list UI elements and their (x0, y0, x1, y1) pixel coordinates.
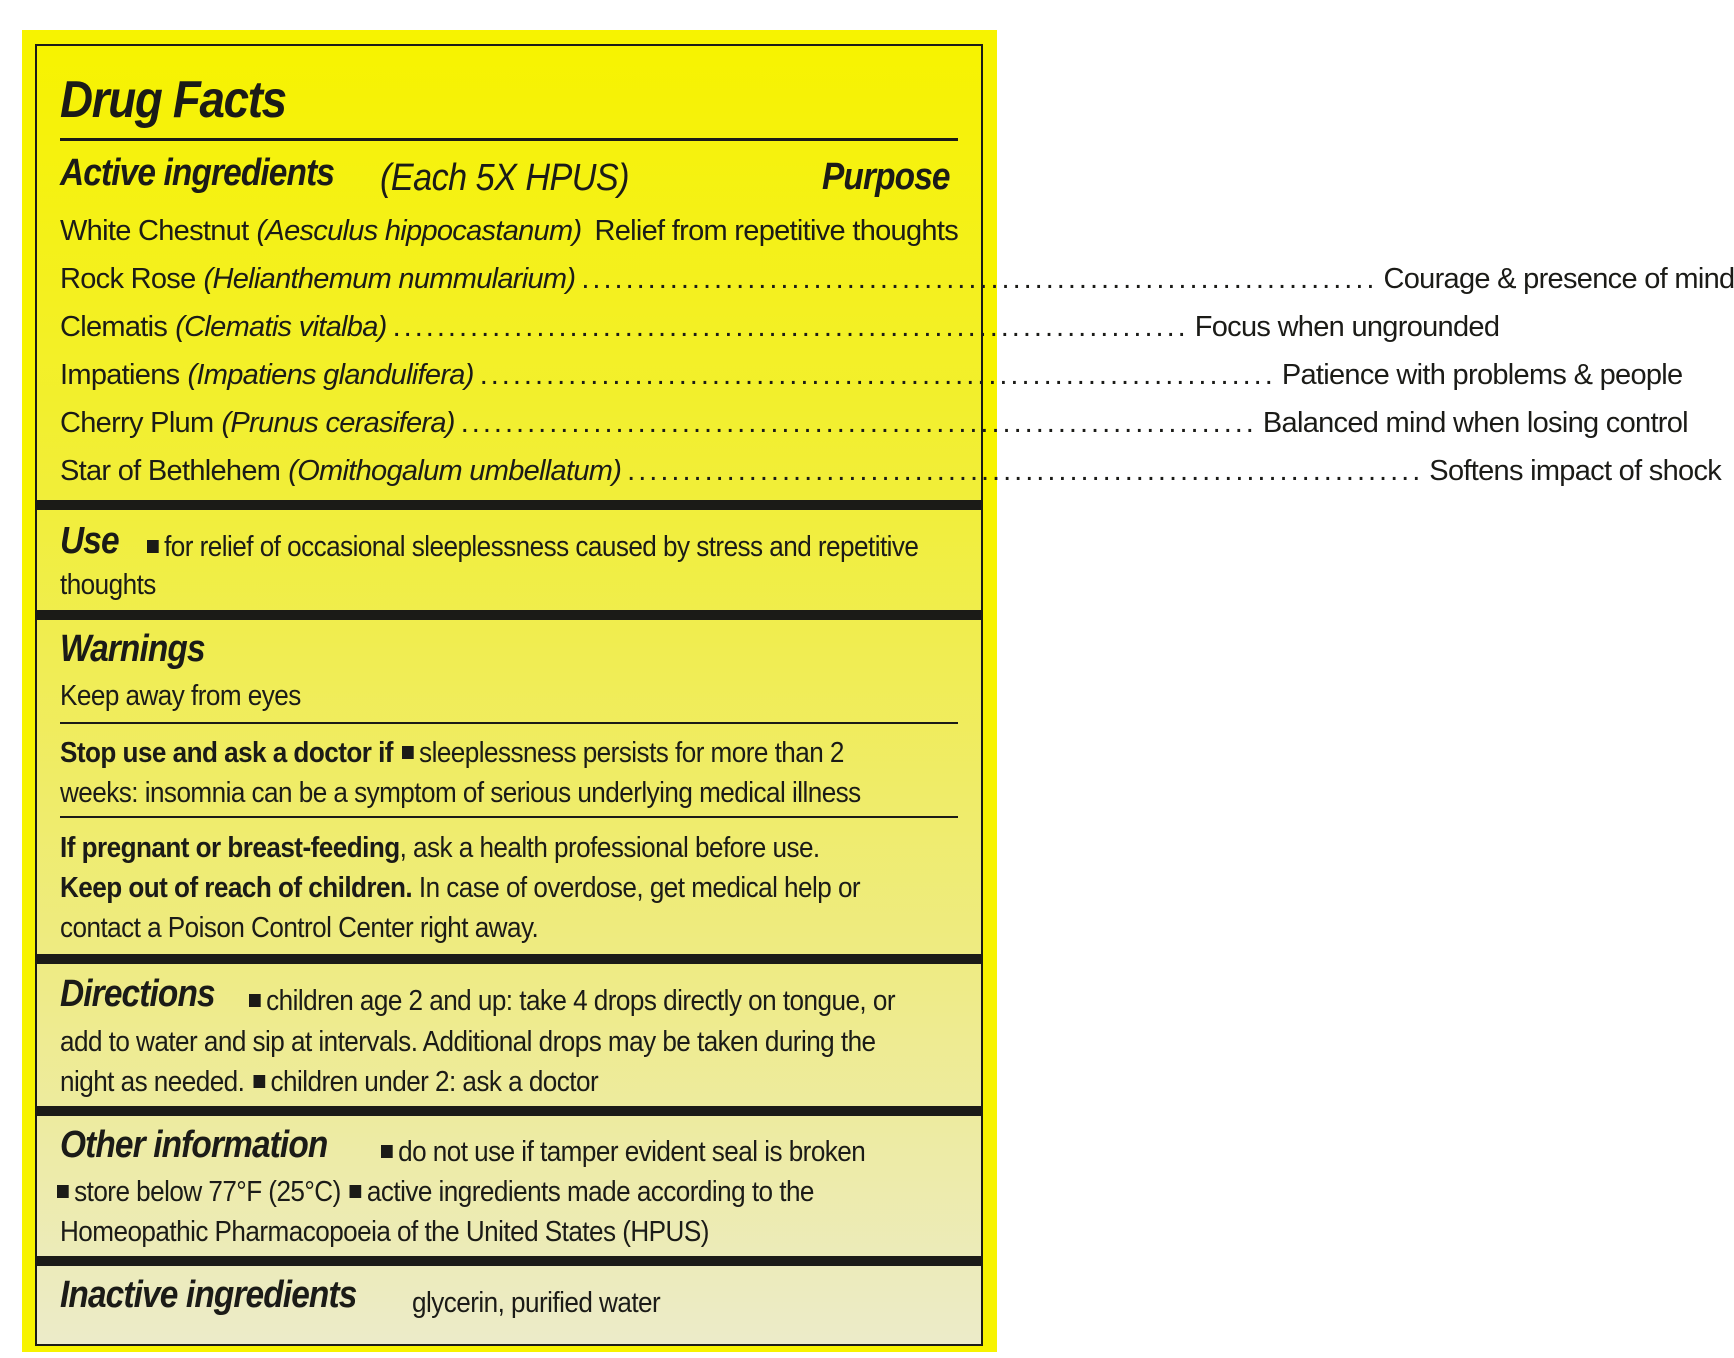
directions-text: night as needed. (60, 1066, 245, 1098)
other-info-text: store below 77°F (25°C) (74, 1176, 341, 1208)
directions-heading: Directions (60, 973, 215, 1015)
children-text: In case of overdose, get medical help or (412, 872, 861, 904)
use-heading: Use (60, 520, 119, 562)
section-divider (35, 610, 983, 620)
use-line-2: thoughts (60, 569, 156, 601)
warnings-divider (60, 816, 958, 818)
children-line-2: contact a Poison Control Center right away. (60, 912, 539, 944)
ingredient-row (60, 359, 1683, 399)
ingredient-row (60, 407, 1688, 447)
purpose-header (822, 156, 967, 199)
warnings-eyes: Keep away from eyes (60, 680, 301, 712)
bullet-icon (147, 540, 159, 553)
leader-dots: ........................................................................ (627, 455, 1424, 487)
leader-dots: ........................................................................ (581, 263, 1378, 295)
bullet-icon (57, 1185, 69, 1198)
children-line-1 (60, 868, 860, 908)
stop-use-line-1 (60, 733, 844, 773)
directions-text: children age 2 and up: take 4 drops directly on tongue, or (266, 985, 895, 1017)
ingredient-name: Clematis (60, 311, 168, 343)
directions-line-3 (60, 1062, 598, 1102)
ingredient-row (60, 263, 1734, 303)
other-info-text: do not use if tamper evident seal is broken (398, 1136, 866, 1168)
other-info-line-3: Homeopathic Pharmacopoeia of the United States (HPUS) (60, 1216, 709, 1248)
section-divider (35, 954, 983, 964)
bullet-icon (381, 1145, 393, 1158)
ingredient-latin: (Impatiens glandulifera) (187, 359, 474, 391)
bullet-icon (253, 1075, 265, 1088)
section-divider (35, 1256, 983, 1266)
other-info-heading: Other information (60, 1124, 328, 1166)
ingredient-latin: (Helianthemum nummularium) (203, 263, 576, 295)
children-heading: Keep out of reach of children. (60, 872, 413, 904)
ingredient-purpose: Balanced mind when losing control (1262, 407, 1688, 439)
leader-dots: ........................................................................ (460, 407, 1257, 439)
bullet-icon (249, 994, 261, 1007)
ingredient-purpose: Relief from repetitive thoughts (594, 215, 958, 247)
active-ingredients-heading: Active ingredients (60, 152, 335, 194)
warnings-section (60, 628, 224, 671)
title-divider (60, 138, 958, 141)
directions-line-2: add to water and sip at intervals. Additional drops may be taken during the (60, 1026, 876, 1058)
inactive-heading: Inactive ingredients (60, 1274, 357, 1316)
ingredient-row (60, 311, 1500, 351)
ingredient-purpose: Patience with problems & people (1281, 359, 1683, 391)
bullet-icon (402, 746, 414, 759)
stop-use-heading: Stop use and ask a doctor if (60, 737, 393, 769)
ingredient-row (60, 455, 1722, 495)
stop-use-text: sleeplessness persists for more than 2 (419, 737, 844, 769)
other-info-line-2 (48, 1172, 814, 1212)
warnings-divider (60, 722, 958, 724)
directions-text: children under 2: ask a doctor (270, 1066, 599, 1098)
pregnancy-text: , ask a health professional before use. (399, 832, 820, 864)
ingredient-latin: (Aesculus hippocastanum) (256, 215, 582, 247)
use-text: for relief of occasional sleeplessness caused by stress and repetitive (164, 531, 919, 563)
active-ingredients-note: (Each 5X HPUS) (380, 157, 630, 199)
ingredient-name: Impatiens (60, 359, 180, 391)
stop-use-line-2: weeks: insomnia can be a symptom of serious underlying medical illness (60, 777, 861, 809)
inactive-section (60, 1274, 397, 1317)
ingredient-name: Cherry Plum (60, 407, 214, 439)
purpose-heading: Purpose (822, 156, 950, 198)
active-ingredients-header (60, 152, 371, 195)
ingredient-latin: (Omithogalum umbellatum) (288, 455, 622, 487)
ingredient-latin: (Clematis vitalba) (175, 311, 387, 343)
bullet-icon (350, 1185, 362, 1198)
directions-line-1 (240, 981, 895, 1021)
ingredient-purpose: Focus when ungrounded (1194, 311, 1500, 343)
ingredient-name: Rock Rose (60, 263, 196, 295)
pregnancy-line (60, 828, 820, 868)
warnings-heading: Warnings (60, 628, 205, 670)
drug-facts-title: Drug Facts (60, 71, 286, 129)
ingredient-latin: (Prunus cerasifera) (221, 407, 455, 439)
section-divider (35, 1106, 983, 1116)
ingredient-purpose: Softens impact of shock (1429, 455, 1722, 487)
section-divider (35, 500, 983, 510)
ingredient-row (60, 215, 958, 255)
ingredient-name: Star of Bethlehem (60, 455, 281, 487)
ingredient-purpose: Courage & presence of mind (1383, 263, 1734, 295)
use-section (60, 520, 127, 563)
leader-dots (587, 215, 588, 248)
pregnancy-heading: If pregnant or breast-feeding (60, 832, 400, 864)
use-line-1 (138, 527, 918, 567)
ingredient-name: White Chestnut (60, 215, 249, 247)
other-info-section (60, 1124, 364, 1167)
other-info-line-1 (372, 1132, 865, 1172)
inactive-text: glycerin, purified water (412, 1287, 661, 1319)
leader-dots: ........................................................................ (392, 311, 1189, 343)
other-info-text: active ingredients made according to the (366, 1176, 814, 1208)
directions-section (60, 973, 236, 1016)
leader-dots: ........................................................................ (479, 359, 1276, 391)
